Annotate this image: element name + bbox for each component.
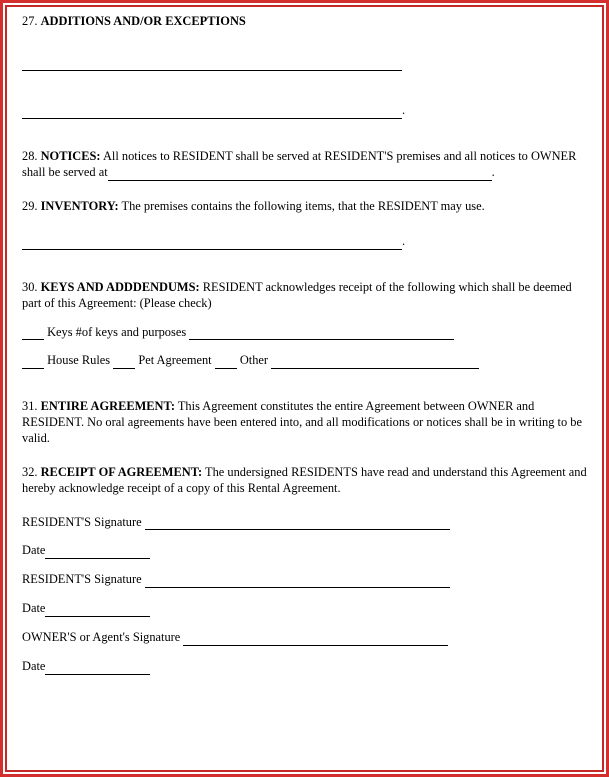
write-in-line[interactable] <box>189 328 454 340</box>
date-row-2 <box>22 601 587 617</box>
clause-30-heading: KEYS AND ADDDENDUMS: <box>40 280 200 295</box>
clause-29-period: . <box>402 234 406 249</box>
clause-32-number: 32. <box>22 464 38 479</box>
owner-signature-label: OWNER'S or Agent's Signature <box>22 630 181 645</box>
spacer <box>22 131 587 149</box>
write-in-line[interactable] <box>22 106 402 118</box>
clause-29 <box>22 199 587 215</box>
spacer <box>22 215 587 222</box>
clause-29-body: The premises contains the following items, that the RESIDENT may use. <box>121 198 485 213</box>
write-in-line[interactable] <box>22 238 402 250</box>
resident-signature-input-2[interactable] <box>145 576 450 588</box>
resident-signature-label-1: RESIDENT'S Signature <box>22 514 142 529</box>
date-input-2[interactable] <box>45 605 150 617</box>
spacer <box>22 381 587 399</box>
clause-30-option-keys-label: Keys #of keys and purposes <box>47 324 187 339</box>
clause-27 <box>22 14 587 30</box>
clause-30-option-pet-agreement-label: Pet Agreement <box>138 352 212 367</box>
clause-27-heading: ADDITIONS AND/OR EXCEPTIONS <box>40 14 246 28</box>
spacer <box>22 588 587 601</box>
checkbox-pet-agreement[interactable] <box>113 356 135 368</box>
clause-30-number: 30. <box>22 280 38 295</box>
date-input-3[interactable] <box>45 662 150 674</box>
clause-32 <box>22 465 587 497</box>
clause-30-body: RESIDENT acknowledges receipt of the following which shall be deemed part of this Agreement: (Please check) <box>22 280 572 311</box>
spacer <box>22 181 587 199</box>
spacer <box>22 84 587 91</box>
clause-28-heading: NOTICES: <box>40 149 101 164</box>
clause-27-blank-line-1 <box>22 55 587 71</box>
write-in-line[interactable] <box>271 356 479 368</box>
checkbox-house-rules[interactable] <box>22 356 44 368</box>
clause-30-option-row-2 <box>22 353 587 369</box>
document-body <box>8 8 601 769</box>
clause-31 <box>22 399 587 447</box>
date-label-1: Date <box>22 543 46 558</box>
clause-31-heading: ENTIRE AGREEMENT: <box>40 399 175 414</box>
date-row-3 <box>22 659 587 675</box>
clause-30-option-keys-row <box>22 325 587 341</box>
spacer <box>22 617 587 630</box>
date-input-1[interactable] <box>45 547 150 559</box>
clause-31-number: 31. <box>22 399 38 414</box>
clause-29-heading: INVENTORY: <box>40 198 119 213</box>
clause-28-period: . <box>491 165 495 180</box>
spacer <box>22 530 587 543</box>
clause-30-option-house-rules-label: House Rules <box>47 352 111 367</box>
resident-signature-row-1 <box>22 515 587 531</box>
resident-signature-label-2: RESIDENT'S Signature <box>22 572 142 587</box>
resident-signature-input-1[interactable] <box>145 518 450 530</box>
spacer <box>22 447 587 465</box>
clause-27-number: 27. <box>22 14 38 28</box>
clause-30 <box>22 280 587 312</box>
date-label-2: Date <box>22 601 46 616</box>
clause-30-option-other-label: Other <box>239 352 269 367</box>
clause-28 <box>22 149 587 181</box>
clause-27-blank-line-2 <box>22 103 587 119</box>
spacer <box>22 559 587 572</box>
checkbox-keys[interactable] <box>22 328 44 340</box>
clause-31-body: This Agreement constitutes the entire Agreement between OWNER and RESIDENT. No oral agreements have been entered into, and all modifications or notices shall be in writing to be valid. <box>22 399 582 445</box>
clause-27-period: . <box>402 102 406 117</box>
clause-29-blank-line <box>22 234 587 250</box>
clause-28-number: 28. <box>22 149 38 164</box>
clause-32-body: The undersigned RESIDENTS have read and understand this Agreement and hereby acknowledge receipt of a copy of this Rental Agreement. <box>22 464 587 495</box>
spacer <box>22 30 587 43</box>
date-row-1 <box>22 543 587 559</box>
date-label-3: Date <box>22 658 46 673</box>
write-in-line[interactable] <box>22 59 402 71</box>
spacer <box>22 646 587 659</box>
write-in-line[interactable] <box>108 169 492 181</box>
clause-28-body: All notices to RESIDENT shall be served at RESIDENT'S premises and all notices to OWNER shall be served at <box>22 149 577 180</box>
clause-29-number: 29. <box>22 198 38 213</box>
owner-signature-row <box>22 630 587 646</box>
spacer <box>22 262 587 280</box>
owner-signature-input[interactable] <box>183 633 448 645</box>
resident-signature-row-2 <box>22 572 587 588</box>
clause-32-heading: RECEIPT OF AGREEMENT: <box>40 464 203 479</box>
spacer <box>22 497 587 515</box>
checkbox-other[interactable] <box>215 356 237 368</box>
